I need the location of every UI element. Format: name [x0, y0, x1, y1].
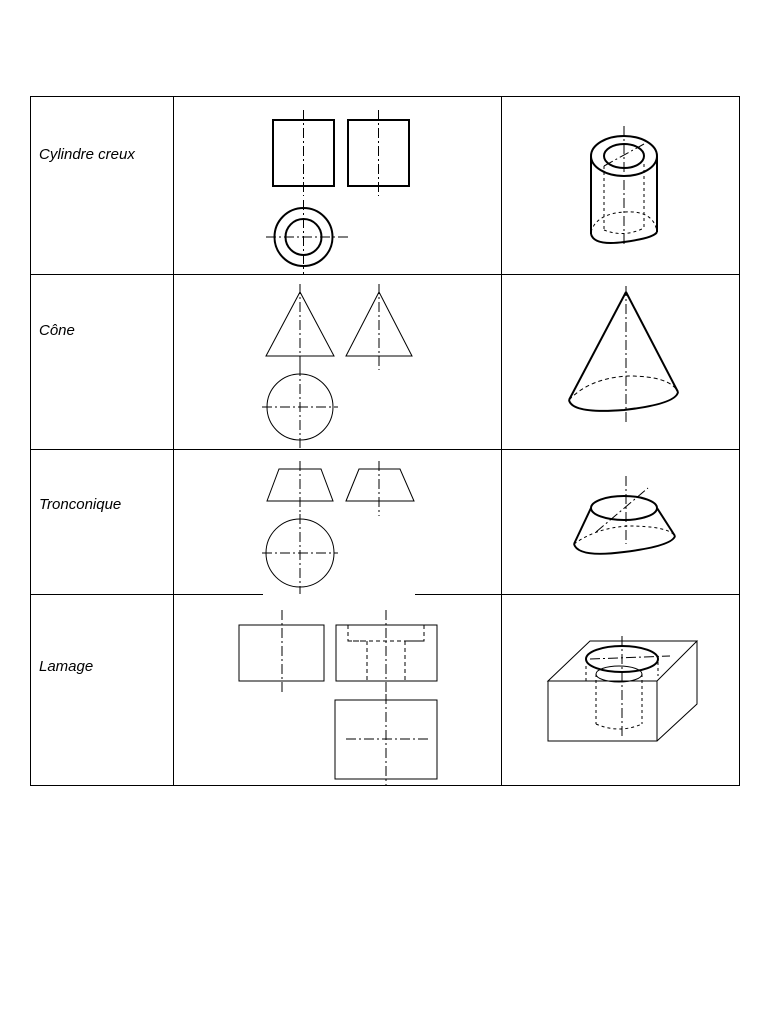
- row-label-truncated-cone: Tronconique: [39, 496, 122, 513]
- truncated-cone-isometric: [574, 476, 675, 554]
- shapes-table: [30, 96, 740, 786]
- table-drawing: [30, 96, 742, 788]
- counterbore-orthographic-views: [239, 610, 437, 786]
- table-border: [31, 97, 740, 786]
- row-label-counterbore: Lamage: [39, 658, 94, 675]
- row-label-hollow-cylinder: Cylindre creux: [39, 146, 135, 163]
- truncated-cone-orthographic-views: [262, 461, 414, 594]
- cone-orthographic-views: [262, 284, 412, 449]
- counterbore-isometric: [548, 636, 697, 741]
- hollow-cylinder-isometric: [591, 126, 657, 246]
- cone-isometric: [569, 286, 678, 422]
- row-label-cone: Cône: [39, 322, 75, 339]
- hollow-cylinder-orthographic-views: [266, 110, 409, 274]
